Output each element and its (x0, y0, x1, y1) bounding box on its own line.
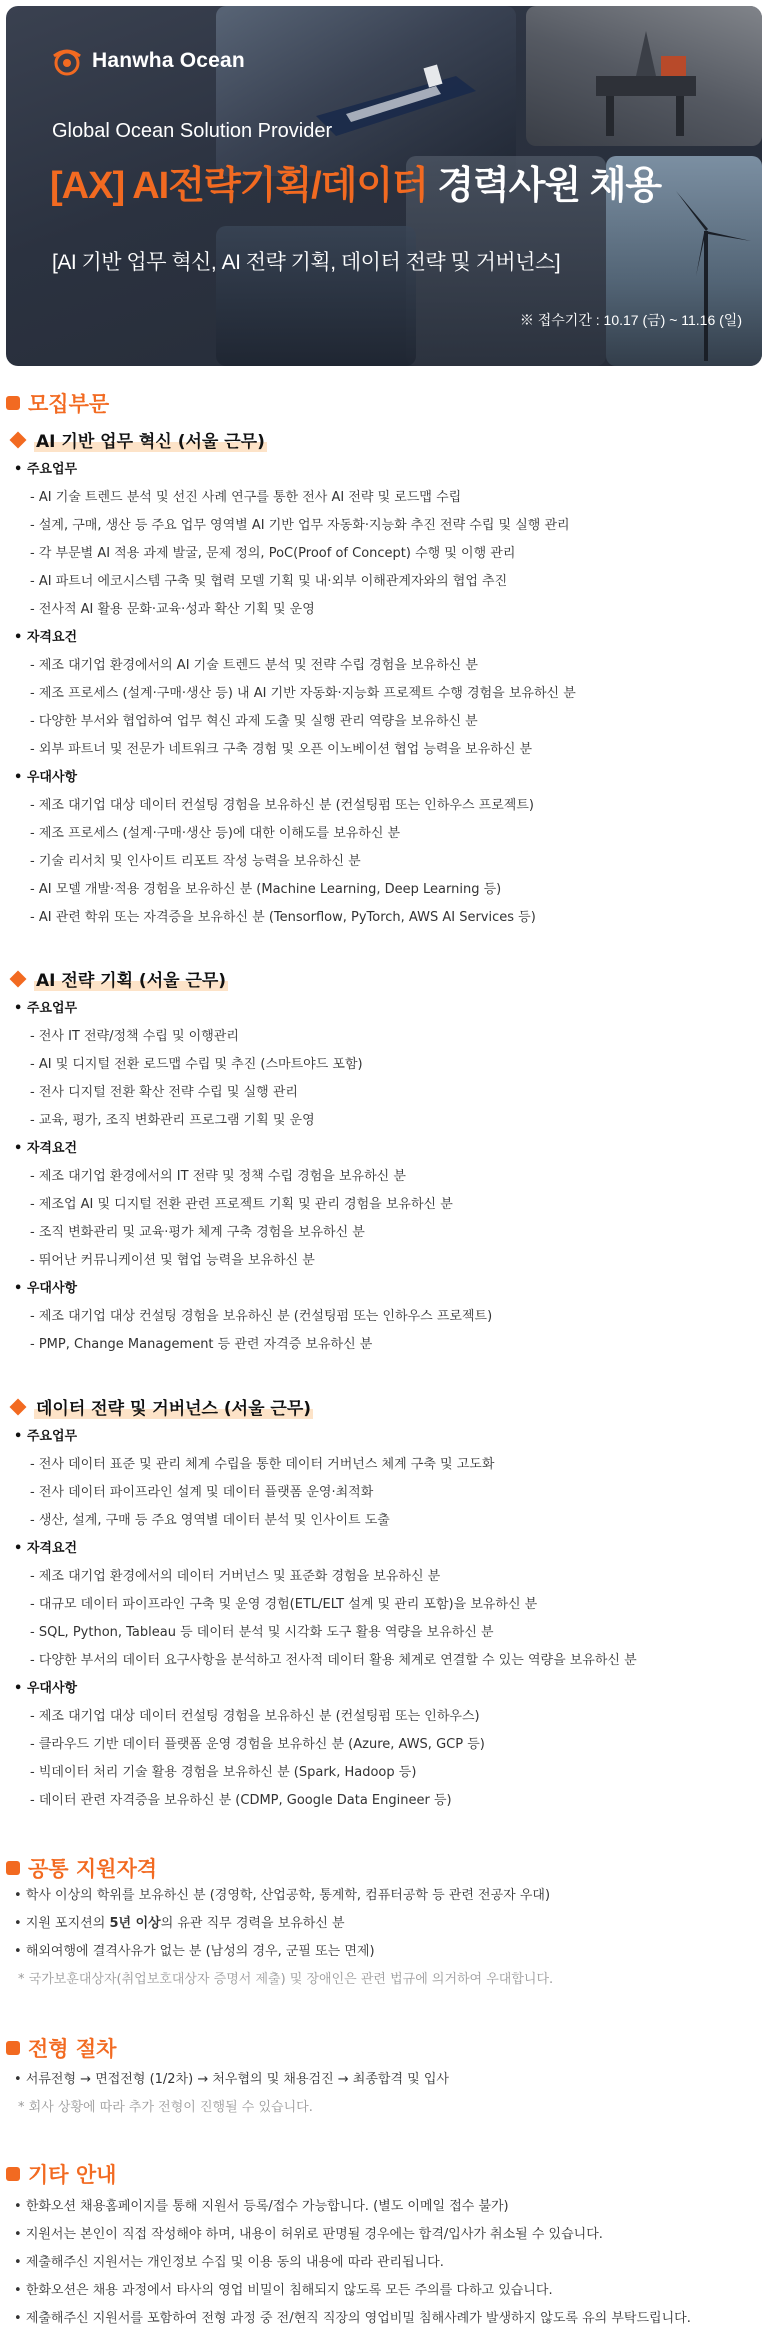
orange-square-icon (6, 2167, 20, 2181)
preference-label: • 우대사항 (14, 764, 754, 792)
list-item: - AI 기술 트렌드 분석 및 선진 사례 연구를 통한 전사 AI 전략 및 로드맵 수립 (14, 484, 754, 512)
part2-details (14, 995, 754, 1359)
common-details (14, 1882, 754, 1994)
orange-square-icon (6, 2041, 20, 2055)
list-item: - 대규모 데이터 파이프라인 구축 및 운영 경험(ETL/ELT 설계 및 관리 포함)을 보유하신 분 (14, 1591, 754, 1619)
process-steps: • 서류전형 → 면접전형 (1/2차) → 처우협의 및 채용검진 → 최종합격 및 입사 (14, 2066, 754, 2094)
hero-banner (6, 6, 762, 366)
list-item: - 뛰어난 커뮤니케이션 및 협업 능력을 보유하신 분 (14, 1247, 754, 1275)
list-item: - 외부 파트너 및 전문가 네트워크 구축 경험 및 오픈 이노베이션 협업 능력을 보유하신 분 (14, 736, 754, 764)
duty-label: • 주요업무 (14, 995, 754, 1023)
diamond-icon (10, 431, 27, 448)
list-item: • 해외여행에 결격사유가 없는 분 (남성의 경우, 군필 또는 면제) (14, 1938, 754, 1966)
list-item: • 지원서는 본인이 직접 작성해야 하며, 내용이 허위로 판명될 경우에는 합격/입사가 취소될 수 있습니다. (14, 2221, 754, 2249)
list-item: - 각 부문별 AI 적용 과제 발굴, 문제 정의, PoC(Proof of Concept) 수행 및 이행 관리 (14, 540, 754, 568)
list-item: - 제조 대기업 대상 컨설팅 경험을 보유하신 분 (컨설팅펌 또는 인하우스 프로젝트) (14, 1303, 754, 1331)
wind-turbine-icon (656, 181, 756, 361)
list-item: - 전사 데이터 표준 및 관리 체계 수립을 통한 데이터 거버넌스 체계 구축 및 고도화 (14, 1451, 754, 1479)
diamond-icon (10, 970, 27, 987)
list-item: - 데이터 관련 자격증을 보유하신 분 (CDMP, Google Data Engineer 등) (14, 1787, 754, 1815)
banner-subtitle: Global Ocean Solution Provider (52, 120, 333, 142)
part2-title: AI 전략 기획 (서울 근무) (10, 966, 228, 991)
list-item: - AI 및 디지털 전환 로드맵 수립 및 추진 (스마트야드 포함) (14, 1051, 754, 1079)
list-item: - AI 관련 학위 또는 자격증을 보유하신 분 (Tensorflow, PyTorch, AWS AI Services 등) (14, 904, 754, 932)
list-item: - 클라우드 기반 데이터 플랫폼 운영 경험을 보유하신 분 (Azure, AWS, GCP 등) (14, 1731, 754, 1759)
note-text: * 회사 상황에 따라 추가 전형이 진행될 수 있습니다. (18, 2100, 313, 2115)
note-text: * 국가보훈대상자(취업보호대상자 증명서 제출) 및 장애인은 관련 법규에 의거하여 우대합니다. (18, 1972, 554, 1987)
list-item: - 생산, 설계, 구매 등 주요 영역별 데이터 분석 및 인사이트 도출 (14, 1507, 754, 1535)
diamond-icon (10, 1398, 27, 1415)
section-process-heading: 전형 절차 (6, 2033, 116, 2063)
list-item: • 한화오션은 채용 과정에서 타사의 영업 비밀이 침해되지 않도록 모든 주의를 다하고 있습니다. (14, 2277, 754, 2305)
list-item: • 제출해주신 지원서는 개인정보 수집 및 이용 동의 내용에 따라 관리됩니다. (14, 2249, 754, 2277)
part3-title: 데이터 전략 및 거버넌스 (서울 근무) (10, 1394, 313, 1419)
list-item: - 제조 프로세스 (설계·구매·생산 등)에 대한 이해도를 보유하신 분 (14, 820, 754, 848)
etc-details (14, 2193, 754, 2333)
section-common-heading: 공통 지원자격 (6, 1853, 157, 1883)
requirement-label: • 자격요건 (14, 624, 754, 652)
list-item: - 제조 대기업 대상 데이터 컨설팅 경험을 보유하신 분 (컨설팅펌 또는 인하우스 프로젝트) (14, 792, 754, 820)
list-item: - 빅데이터 처리 기술 활용 경험을 보유하신 분 (Spark, Hadoop 등) (14, 1759, 754, 1787)
hanwha-logo-icon (50, 44, 84, 78)
list-item: - PMP, Change Management 등 관련 자격증 보유하신 분 (14, 1331, 754, 1359)
list-item: - 전사 데이터 파이프라인 설계 및 데이터 플랫폼 운영·최적화 (14, 1479, 754, 1507)
list-item: • 제출해주신 지원서를 포함하여 전형 과정 중 전/현직 직장의 영업비밀 침해사례가 발생하지 않도록 유의 부탁드립니다. (14, 2305, 754, 2333)
list-item: - 전사 IT 전략/정책 수립 및 이행관리 (14, 1023, 754, 1051)
section-etc-heading: 기타 안내 (6, 2159, 116, 2189)
banner-title (50, 154, 661, 209)
experience-years: 5년 이상 (109, 1916, 161, 1931)
requirement-label: • 자격요건 (14, 1135, 754, 1163)
banner-description: [AI 기반 업무 혁신, AI 전략 기획, 데이터 전략 및 거버넌스] (52, 251, 561, 274)
duty-label: • 주요업무 (14, 1423, 754, 1451)
logo-text: Hanwha Ocean (92, 49, 245, 72)
list-item: - 기술 리서치 및 인사이트 리포트 작성 능력을 보유하신 분 (14, 848, 754, 876)
preference-label: • 우대사항 (14, 1275, 754, 1303)
application-period: ※ 접수기간 : 10.17 (금) ~ 11.16 (일) (519, 312, 742, 328)
list-item: - 제조 대기업 환경에서의 IT 전략 및 정책 수립 경험을 보유하신 분 (14, 1163, 754, 1191)
part1-details (14, 456, 754, 932)
list-item: - 제조 대기업 환경에서의 데이터 거버넌스 및 표준화 경험을 보유하신 분 (14, 1563, 754, 1591)
list-item: - 다양한 부서와 협업하여 업무 혁신 과제 도출 및 실행 관리 역량을 보유하신 분 (14, 708, 754, 736)
ship-icon (306, 36, 486, 156)
part3-details (14, 1423, 754, 1815)
requirement-label: • 자격요건 (14, 1535, 754, 1563)
list-item: - SQL, Python, Tableau 등 데이터 분석 및 시각화 도구 활용 역량을 보유하신 분 (14, 1619, 754, 1647)
title-rest: 경력사원 채용 (427, 165, 662, 207)
list-item: - 제조 대기업 대상 데이터 컨설팅 경험을 보유하신 분 (컨설팅펌 또는 인하우스) (14, 1703, 754, 1731)
list-item: - 조직 변화관리 및 교육·평가 체계 구축 경험을 보유하신 분 (14, 1219, 754, 1247)
list-item: - 제조 대기업 환경에서의 AI 기술 트렌드 분석 및 전략 수립 경험을 보유하신 분 (14, 652, 754, 680)
list-item: - 전사 디지털 전환 확산 전략 수립 및 실행 관리 (14, 1079, 754, 1107)
list-item: - 교육, 평가, 조직 변화관리 프로그램 기획 및 운영 (14, 1107, 754, 1135)
orange-square-icon (6, 396, 20, 410)
title-highlight: [AX] AI전략기획/데이터 (50, 165, 428, 207)
orange-square-icon (6, 1861, 20, 1875)
section-recruit-heading: 모집부문 (6, 388, 109, 418)
list-item: • 한화오션 채용홈페이지를 통해 지원서 등록/접수 가능합니다. (별도 이메일 접수 불가) (14, 2193, 754, 2221)
list-item: • 학사 이상의 학위를 보유하신 분 (경영학, 산업공학, 통계학, 컴퓨터공학 등 관련 전공자 우대) (14, 1882, 754, 1910)
list-item: - 제조 프로세스 (설계·구매·생산 등) 내 AI 기반 자동화·지능화 프로젝트 수행 경험을 보유하신 분 (14, 680, 754, 708)
part1-title: AI 기반 업무 혁신 (서울 근무) (10, 427, 267, 452)
preference-label: • 우대사항 (14, 1675, 754, 1703)
company-logo (50, 44, 245, 78)
list-item: - 설계, 구매, 생산 등 주요 업무 영역별 AI 기반 업무 자동화·지능화 추진 전략 수립 및 실행 관리 (14, 512, 754, 540)
rig-icon (566, 26, 726, 136)
duty-label: • 주요업무 (14, 456, 754, 484)
list-item: • 지원 포지션의 5년 이상의 유관 직무 경력을 보유하신 분 (14, 1910, 754, 1938)
process-details (14, 2066, 754, 2122)
list-item: - 전사적 AI 활용 문화·교육·성과 확산 기획 및 운영 (14, 596, 754, 624)
list-item: - 제조업 AI 및 디지털 전환 관련 프로젝트 기획 및 관리 경험을 보유하신 분 (14, 1191, 754, 1219)
list-item: - AI 모델 개발·적용 경험을 보유하신 분 (Machine Learning, Deep Learning 등) (14, 876, 754, 904)
list-item: - AI 파트너 에코시스템 구축 및 협력 모델 기획 및 내·외부 이해관계자와의 협업 추진 (14, 568, 754, 596)
list-item: - 다양한 부서의 데이터 요구사항을 분석하고 전사적 데이터 활용 체계로 연결할 수 있는 역량을 보유하신 분 (14, 1647, 754, 1675)
